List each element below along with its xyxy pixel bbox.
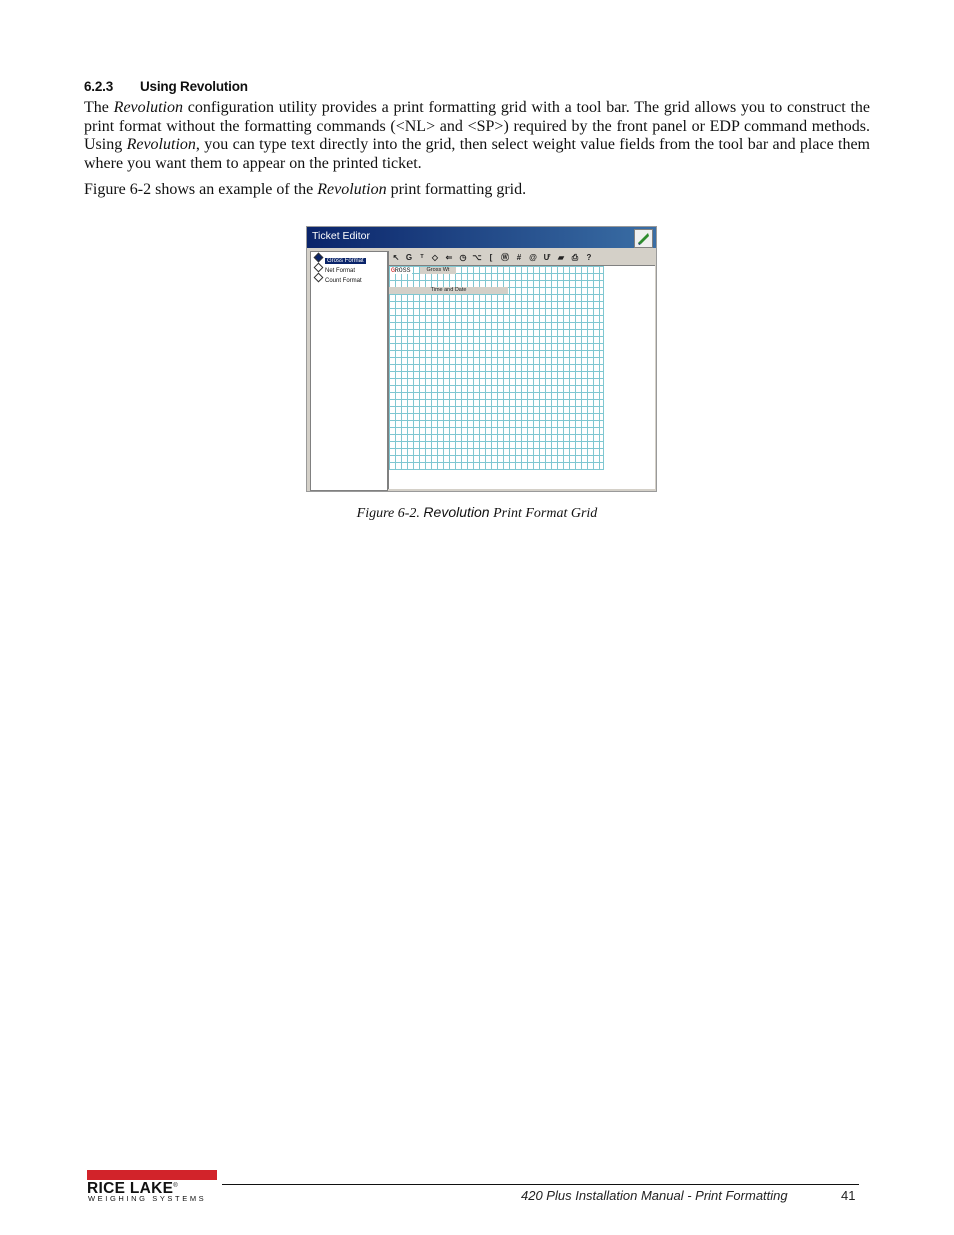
format-grid-area[interactable] <box>389 266 655 489</box>
tare-icon[interactable]: ᵀ <box>420 253 424 262</box>
grid-field-time-and-date[interactable]: Time and Date <box>389 287 508 294</box>
grid-field-gross-wt[interactable]: Gross Wt <box>420 267 456 274</box>
section-heading <box>84 79 248 94</box>
magnet-icon[interactable]: Ư <box>543 253 551 262</box>
number-sign-icon[interactable]: # <box>516 253 522 262</box>
bracket-icon[interactable]: [ <box>489 253 493 262</box>
arrow-left-icon[interactable]: ⇐ <box>445 253 453 262</box>
figure-reference-paragraph <box>84 181 870 200</box>
at-sign-icon[interactable]: @ <box>529 253 537 262</box>
typed-grid-text[interactable] <box>390 267 412 274</box>
eraser-icon[interactable]: ▰ <box>557 253 565 262</box>
caption-prefix: Figure 6-2. <box>356 506 424 521</box>
grid-text-content: ROSS <box>394 267 411 274</box>
emphasis-revolution: Revolution <box>317 181 387 198</box>
pointer-icon[interactable]: ↖ <box>392 253 400 262</box>
clock-icon[interactable]: ◷ <box>459 253 467 262</box>
tree-item-label: Net Format <box>325 268 356 274</box>
tree-item-gross-format[interactable] <box>313 254 366 263</box>
diamond-icon <box>314 273 324 283</box>
text-run: , you can type text directly into the grid, then select weight value fields from the tool bar and place them where you want them to appear on the printed ticket. <box>84 136 871 172</box>
diamond-icon[interactable]: ◇ <box>431 253 439 262</box>
accumulator-icon[interactable]: Ⓦ <box>501 253 509 262</box>
ticket-editor-screenshot <box>306 226 657 492</box>
text-run: The <box>84 99 114 116</box>
printer-icon[interactable]: ⎙ <box>571 253 579 262</box>
figure-caption <box>0 504 954 522</box>
tree-icon[interactable]: ⌥ <box>472 253 482 262</box>
footer-manual-title: 420 Plus Installation Manual - Print Formatting <box>521 1188 788 1203</box>
text-run: Figure 6-2 shows an example of the <box>84 181 318 198</box>
caption-suffix: Print Format Grid <box>489 506 598 521</box>
section-title: Using Revolution <box>140 79 248 94</box>
diamond-icon <box>314 253 324 263</box>
tree-item-label: Count Format <box>325 278 362 284</box>
intro-paragraph <box>84 99 870 173</box>
emphasis-revolution: Revolution <box>113 99 183 116</box>
text-run: configuration utility provides a print formatting grid with a tool bar. The grid allows you to construct the print format without the formatting commands (<NL> and <SP>) required by the front panel or EDP command methods. Using <box>84 99 871 154</box>
registered-mark: ® <box>173 1183 178 1189</box>
print-format-grid[interactable] <box>389 266 604 470</box>
format-tree-pane <box>310 251 388 491</box>
grid-cursor-char: G <box>391 267 395 274</box>
section-number: 6.2.3 <box>84 79 114 94</box>
app-logo-icon <box>634 229 653 248</box>
footer-divider <box>222 1184 859 1185</box>
logo-subtitle: WEIGHING SYSTEMS <box>88 1194 207 1203</box>
grid-toolbar <box>389 251 655 266</box>
emphasis-revolution: Revolution <box>126 136 196 154</box>
tree-item-net-format[interactable] <box>313 264 355 273</box>
gross-icon[interactable]: G <box>405 253 413 262</box>
logo-main-text: RICE LAKE <box>87 1180 174 1198</box>
diamond-icon <box>314 263 324 273</box>
text-run: print formatting grid. <box>386 181 527 198</box>
window-title-bar <box>307 227 656 248</box>
caption-title-word: Revolution <box>423 504 490 520</box>
rice-lake-logo <box>87 1170 219 1204</box>
window-title: Ticket Editor <box>312 230 370 242</box>
tree-item-count-format[interactable] <box>313 274 362 283</box>
help-icon[interactable]: ? <box>586 253 592 262</box>
tree-item-label: Gross Format <box>327 258 364 264</box>
page-number: 41 <box>841 1188 856 1203</box>
